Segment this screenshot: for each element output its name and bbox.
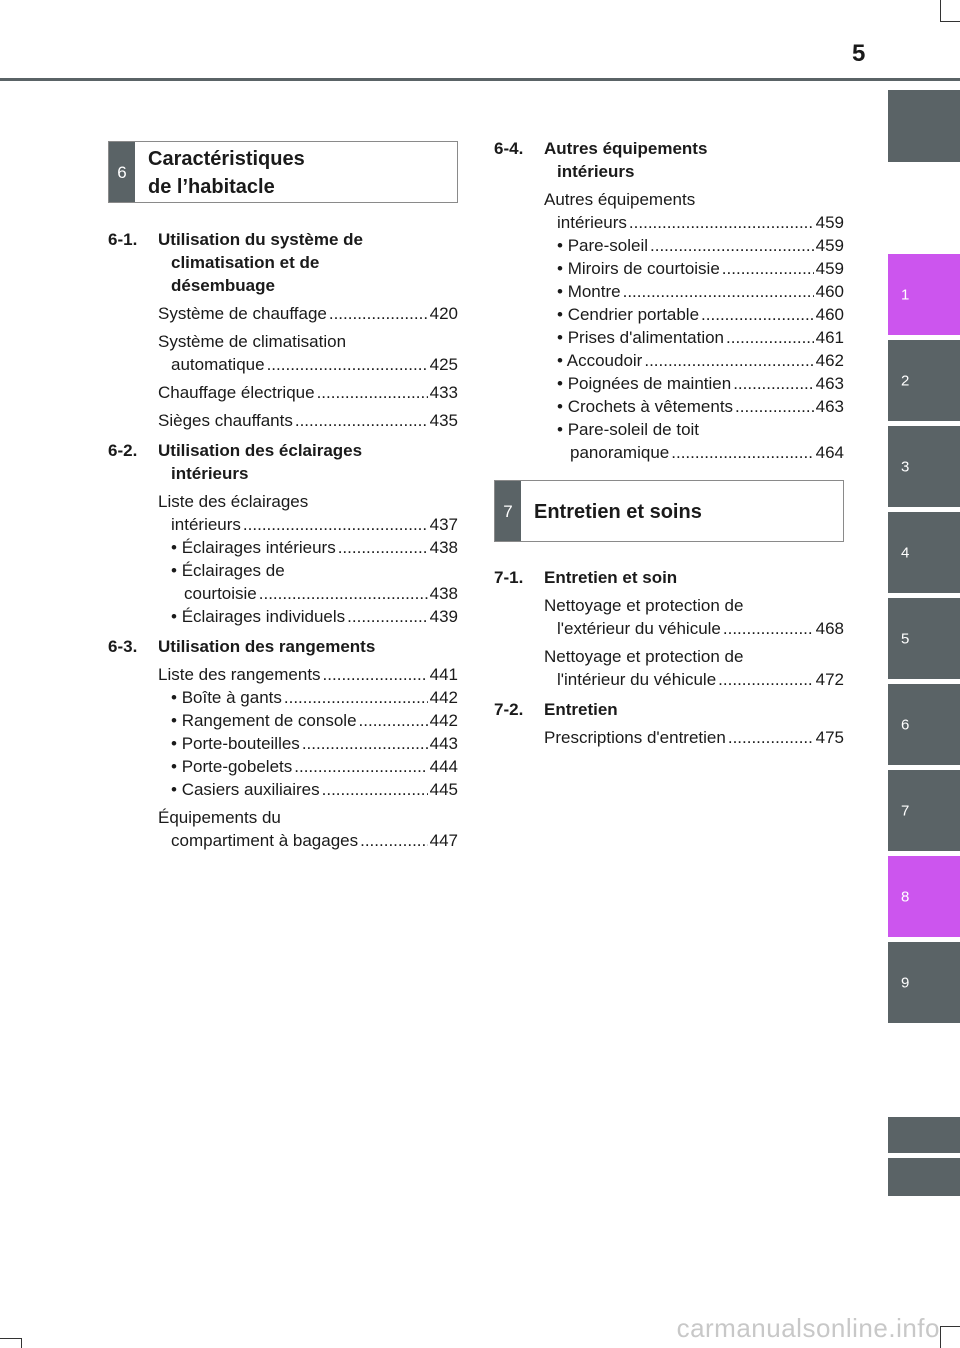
toc-entry[interactable]: Sièges chauffants ..... 435 [158,409,458,432]
section-heading: 6-2. Utilisation des éclairages intérieurs [108,441,363,483]
chapter-6-heading [108,141,458,203]
section-heading: 7-2. Entretien [494,700,618,719]
chapter-title: Caractéristiques de l’habitacle [148,148,305,198]
chapter-number: 6 [109,142,135,202]
toc-subentry[interactable]: • Cendrier portable ..... 460 [544,303,844,326]
side-tab-8[interactable]: 8 [888,856,960,937]
crop-mark [0,1338,22,1339]
side-tab-7[interactable]: 7 [888,770,960,851]
toc-entry[interactable]: Autres équipements intérieurs ..... 459 • Pare-soleil ..... 459 • Miroirs de courtoisie ..... 459 • Montre ..... 460 • Cendrier portable ..... 460 • Prises d'alimentation ..... 461 • Accoudoir ..... 462 • Poignées de maintien ..... 463 • Crochets à vêtements ..... 463 • Pare-soleil de toit panoramique ..... 464 [544,188,844,464]
chapter-number: 7 [495,481,521,541]
section-heading: 6-3. Utilisation des rangements [108,637,376,656]
side-tab-3[interactable]: 3 [888,426,960,507]
toc-entry[interactable]: Système de chauffage ..... 420 [158,302,458,325]
toc-subentry[interactable]: • Éclairages de [171,561,285,580]
toc-subentry[interactable]: • Éclairages individuels ..... 439 [158,605,458,628]
toc-entry[interactable]: Système de climatisation automatique ..... 425 [158,330,458,376]
side-tab[interactable] [888,1117,960,1153]
side-tab-6[interactable]: 6 [888,684,960,765]
crop-mark [940,1326,960,1327]
toc-entry[interactable]: Prescriptions d'entretien ..... 475 [544,726,844,749]
section-6-3 [108,635,458,852]
section-7-2 [494,698,844,749]
toc-subentry[interactable]: • Crochets à vêtements ..... 463 [544,395,844,418]
side-tab-5[interactable]: 5 [888,598,960,679]
toc-entry[interactable]: Liste des rangements ..... 441 • Boîte à gants ..... 442 • Rangement de console ..... 442 • Porte-bouteilles ..... 443 • Porte-gobelets ..... 444 • Casiers auxiliaires ..... 445 [158,663,458,801]
toc-subentry[interactable]: • Accoudoir ..... 462 [544,349,844,372]
page-number: 5 [852,40,866,67]
toc-subentry[interactable]: • Prises d'alimentation ..... 461 [544,326,844,349]
right-column [494,137,844,749]
section-6-1 [108,228,458,432]
section-6-4 [494,137,844,464]
side-tab-9[interactable]: 9 [888,942,960,1023]
toc-subentry[interactable]: • Boîte à gants ..... 442 [158,686,458,709]
chapter-7-heading [494,480,844,542]
toc-subentry[interactable]: • Poignées de maintien ..... 463 [544,372,844,395]
crop-mark [940,21,960,22]
crop-mark [940,0,941,22]
side-tab[interactable] [888,1158,960,1196]
section-6-2 [108,439,458,628]
toc-subentry[interactable]: • Éclairages intérieurs ..... 438 [158,536,458,559]
toc-subentry[interactable]: • Casiers auxiliaires ..... 445 [158,778,458,801]
header-rule [0,78,960,81]
toc-subentry[interactable]: • Porte-gobelets ..... 444 [158,755,458,778]
toc-subentry[interactable]: • Pare-soleil de toit [557,420,700,439]
toc-entry[interactable]: Équipements du compartiment à bagages ..... 447 [158,806,458,852]
toc-subentry[interactable]: • Rangement de console ..... 442 [158,709,458,732]
section-heading: 7-1. Entretien et soin [494,568,678,587]
toc-subentry[interactable]: • Pare-soleil ..... 459 [544,234,844,257]
toc-subentry[interactable]: • Montre ..... 460 [544,280,844,303]
crop-mark [940,1326,941,1348]
toc-subentry[interactable]: • Porte-bouteilles ..... 443 [158,732,458,755]
section-heading: 6-1. Utilisation du système de climatisation et de désembuage [108,230,363,295]
toc-subentry[interactable]: • Miroirs de courtoisie ..... 459 [544,257,844,280]
toc-entry[interactable]: Liste des éclairages intérieurs ..... 437 • Éclairages intérieurs ..... 438 • Éclairages de courtoisie ..... 438 • Éclairages individuels ..... 439 [158,490,458,628]
side-tab-1[interactable]: 1 [888,254,960,335]
section-7-1 [494,566,844,691]
toc-entry[interactable]: Nettoyage et protection de l'extérieur du véhicule ..... 468 [544,594,844,640]
chapter-title: Entretien et soins [534,501,702,523]
watermark: carmanualsonline.info [676,1313,940,1343]
side-tab-4[interactable]: 4 [888,512,960,593]
crop-mark [21,1338,22,1348]
toc-entry[interactable]: Chauffage électrique ..... 433 [158,381,458,404]
side-tab-2[interactable]: 2 [888,340,960,421]
section-heading: 6-4. Autres équipements intérieurs [494,139,708,181]
side-tab[interactable] [888,90,960,162]
left-column [108,141,458,852]
toc-entry[interactable]: Nettoyage et protection de l'intérieur du véhicule ..... 472 [544,645,844,691]
